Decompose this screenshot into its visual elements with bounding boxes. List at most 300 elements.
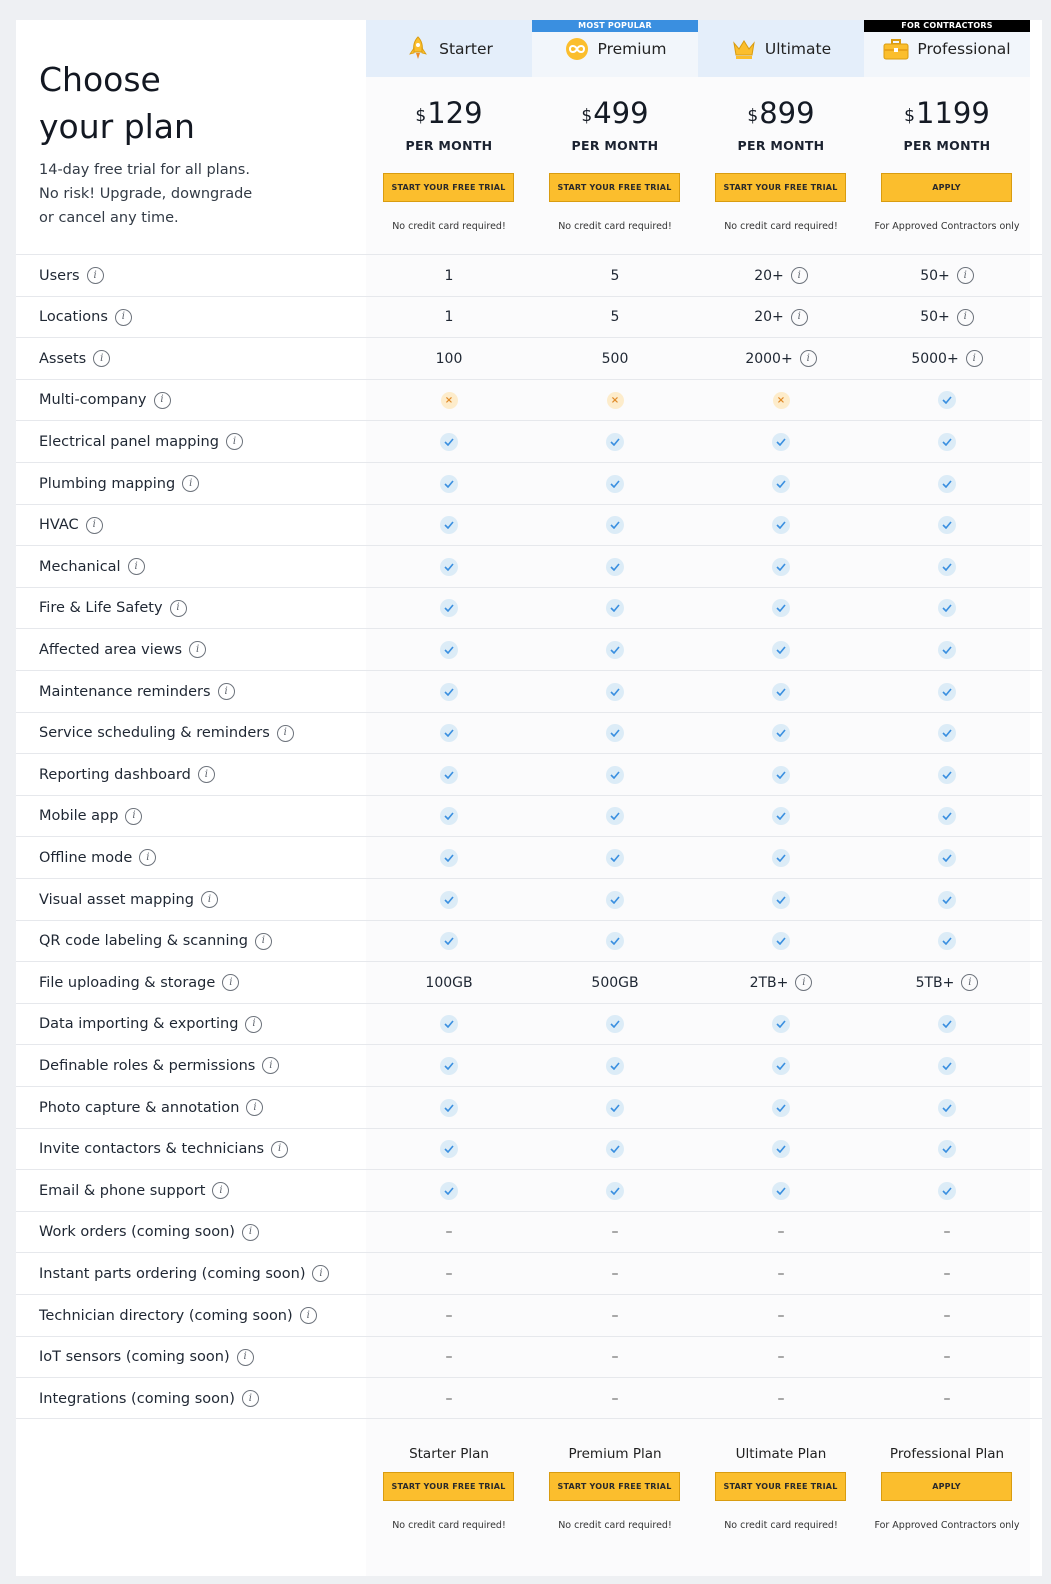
feature-label <box>39 380 171 421</box>
feature-row <box>16 712 1042 754</box>
info-icon[interactable]: i <box>300 1307 317 1324</box>
footer-start-trial-button-premium[interactable]: START YOUR FREE TRIAL <box>549 1472 680 1501</box>
price-value: 499 <box>593 96 649 130</box>
feature-row <box>16 670 1042 712</box>
feature-label <box>39 588 187 629</box>
feature-cell <box>864 713 1030 754</box>
feature-label <box>39 421 243 462</box>
feature-cell <box>366 588 532 629</box>
feature-label <box>39 255 104 296</box>
start-trial-button-premium[interactable]: START YOUR FREE TRIAL <box>549 173 680 202</box>
feature-label-text: Multi-company <box>39 392 147 409</box>
subtitle-line-1: 14-day free trial for all plans. <box>39 162 250 178</box>
feature-cell <box>864 505 1030 546</box>
feature-row <box>16 420 1042 462</box>
plan-name-ultimate: Ultimate <box>764 39 832 58</box>
price-starter <box>366 96 532 130</box>
feature-value: 500GB <box>591 974 639 991</box>
feature-cell <box>698 754 864 795</box>
feature-label-text: Technician directory (coming soon) <box>39 1307 293 1324</box>
feature-cell <box>366 1253 532 1294</box>
feature-row <box>16 961 1042 1003</box>
feature-cell <box>532 546 698 587</box>
plan-header-ultimate <box>698 20 864 77</box>
info-icon[interactable]: i <box>93 350 110 367</box>
price-value: 129 <box>427 96 483 130</box>
feature-row <box>16 753 1042 795</box>
info-icon[interactable]: i <box>198 766 215 783</box>
not-available-dash: – <box>777 1349 785 1366</box>
info-icon[interactable]: i <box>271 1141 288 1158</box>
info-icon[interactable]: i <box>791 309 808 326</box>
cross-icon: × <box>441 392 458 409</box>
feature-cell <box>366 629 532 670</box>
feature-cell <box>532 921 698 962</box>
period-starter: PER MONTH <box>405 138 493 153</box>
feature-label <box>39 1129 288 1170</box>
feature-cell <box>864 1045 1030 1086</box>
feature-cell <box>698 1087 864 1128</box>
feature-cell <box>532 463 698 504</box>
info-icon[interactable]: i <box>791 267 808 284</box>
feature-row <box>16 504 1042 546</box>
check-icon <box>772 641 790 659</box>
price-value: 899 <box>759 96 815 130</box>
info-icon[interactable]: i <box>128 558 145 575</box>
check-icon <box>938 1015 956 1033</box>
feature-cell <box>532 1378 698 1419</box>
feature-cell <box>366 505 532 546</box>
feature-cell <box>366 713 532 754</box>
feature-label <box>39 837 156 878</box>
info-icon[interactable]: i <box>245 1016 262 1033</box>
feature-label-text: Email & phone support <box>39 1182 206 1199</box>
feature-cell <box>864 1129 1030 1170</box>
feature-value: 2000+ <box>745 350 793 367</box>
feature-value: 1 <box>444 267 454 284</box>
info-icon[interactable]: i <box>154 392 171 409</box>
info-icon[interactable]: i <box>237 1349 254 1366</box>
feature-label-text: Maintenance reminders <box>39 683 211 700</box>
info-icon[interactable]: i <box>201 891 218 908</box>
feature-cell <box>532 505 698 546</box>
check-icon <box>938 766 956 784</box>
feature-row <box>16 1044 1042 1086</box>
info-icon[interactable]: i <box>966 350 983 367</box>
feature-cell <box>864 255 1030 296</box>
feature-cell <box>698 463 864 504</box>
feature-cell <box>366 962 532 1003</box>
check-icon <box>440 1099 458 1117</box>
subtitle-line-3: or cancel any time. <box>39 210 179 226</box>
check-icon <box>938 1099 956 1117</box>
check-icon <box>772 1182 790 1200</box>
feature-cell <box>864 879 1030 920</box>
feature-label-text: Instant parts ordering (coming soon) <box>39 1265 306 1282</box>
footer-apply-button-professional[interactable]: APPLY <box>881 1472 1012 1501</box>
feature-label-text: Integrations (coming soon) <box>39 1390 235 1407</box>
feature-row <box>16 920 1042 962</box>
feature-cell <box>698 1378 864 1419</box>
feature-cell <box>698 796 864 837</box>
info-icon[interactable]: i <box>957 267 974 284</box>
check-icon <box>606 641 624 659</box>
feature-label-text: Affected area views <box>39 641 183 658</box>
check-icon <box>440 516 458 534</box>
feature-cell <box>366 463 532 504</box>
feature-cell <box>532 837 698 878</box>
feature-label-text: Users <box>39 267 80 284</box>
feature-cell <box>366 796 532 837</box>
subtitle-line-2: No risk! Upgrade, downgrade <box>39 186 253 202</box>
period-premium: PER MONTH <box>571 138 659 153</box>
feature-label-text: Plumbing mapping <box>39 475 176 492</box>
note-professional: For Approved Contractors only <box>874 221 1020 232</box>
check-icon <box>938 391 956 409</box>
check-icon <box>772 766 790 784</box>
check-icon <box>606 433 624 451</box>
info-icon[interactable]: i <box>189 641 206 658</box>
feature-cell <box>532 671 698 712</box>
footer-note-starter: No credit card required! <box>392 1520 506 1531</box>
feature-label <box>39 962 239 1003</box>
check-icon <box>606 683 624 701</box>
not-available-dash: – <box>943 1307 951 1324</box>
check-icon <box>440 807 458 825</box>
feature-cell <box>532 713 698 754</box>
feature-cell <box>366 1170 532 1211</box>
not-available-dash: – <box>611 1265 619 1282</box>
feature-cell <box>366 1212 532 1253</box>
plan-name-starter: Starter <box>439 39 493 58</box>
check-icon <box>606 724 624 742</box>
note-starter: No credit card required! <box>392 221 506 232</box>
feature-cell <box>366 1378 532 1419</box>
feature-cell <box>864 671 1030 712</box>
feature-row <box>16 836 1042 878</box>
feature-cell <box>366 1295 532 1336</box>
info-icon[interactable]: i <box>212 1182 229 1199</box>
feature-label <box>39 1087 263 1128</box>
feature-cell <box>698 671 864 712</box>
feature-label-text: Fire & Life Safety <box>39 600 163 617</box>
feature-label-text: Mechanical <box>39 558 121 575</box>
feature-row <box>16 1211 1042 1253</box>
footer-plan-name-premium: Premium Plan <box>568 1446 662 1462</box>
feature-cell <box>366 255 532 296</box>
not-available-dash: – <box>445 1390 453 1407</box>
feature-row <box>16 1294 1042 1336</box>
feature-cell <box>864 1004 1030 1045</box>
check-icon <box>440 932 458 950</box>
check-icon <box>606 1099 624 1117</box>
feature-value: 5TB+ <box>915 974 955 991</box>
check-icon <box>440 599 458 617</box>
feature-cell <box>864 421 1030 462</box>
check-icon <box>606 475 624 493</box>
feature-value: 5 <box>610 309 620 326</box>
feature-cell <box>864 796 1030 837</box>
check-icon <box>440 558 458 576</box>
not-available-dash: – <box>611 1390 619 1407</box>
feature-row <box>16 1252 1042 1294</box>
not-available-dash: – <box>445 1265 453 1282</box>
feature-cell <box>864 1337 1030 1378</box>
feature-cell <box>532 754 698 795</box>
feature-label <box>39 1170 229 1211</box>
feature-cell <box>366 837 532 878</box>
infinity-icon <box>564 36 590 62</box>
feature-value: 100 <box>435 350 463 367</box>
feature-row <box>16 1086 1042 1128</box>
info-icon[interactable]: i <box>125 808 142 825</box>
feature-label-text: IoT sensors (coming soon) <box>39 1349 230 1366</box>
feature-label-text: Photo capture & annotation <box>39 1099 240 1116</box>
feature-cell <box>366 1087 532 1128</box>
info-icon[interactable]: i <box>800 350 817 367</box>
feature-cell <box>532 1295 698 1336</box>
check-icon <box>938 641 956 659</box>
not-available-dash: – <box>777 1265 785 1282</box>
cross-icon: × <box>773 392 790 409</box>
check-icon <box>938 932 956 950</box>
check-icon <box>938 475 956 493</box>
info-icon[interactable]: i <box>961 974 978 991</box>
feature-label <box>39 1212 259 1253</box>
feature-cell <box>532 629 698 670</box>
feature-cell <box>698 421 864 462</box>
crown-icon <box>731 36 757 62</box>
not-available-dash: – <box>943 1265 951 1282</box>
feature-cell <box>698 1045 864 1086</box>
check-icon <box>606 1015 624 1033</box>
feature-label-text: Invite contactors & technicians <box>39 1141 265 1158</box>
feature-label-text: Reporting dashboard <box>39 766 191 783</box>
feature-label <box>39 338 110 379</box>
feature-cell <box>532 796 698 837</box>
feature-cell <box>532 879 698 920</box>
feature-label <box>39 1045 279 1086</box>
feature-row <box>16 462 1042 504</box>
check-icon <box>938 516 956 534</box>
check-icon <box>772 1015 790 1033</box>
feature-cell <box>864 546 1030 587</box>
check-icon <box>938 724 956 742</box>
feature-label <box>39 463 199 504</box>
currency-symbol: $ <box>904 106 915 126</box>
feature-label <box>39 713 294 754</box>
feature-label <box>39 671 235 712</box>
info-icon[interactable]: i <box>277 725 294 742</box>
info-icon[interactable]: i <box>957 309 974 326</box>
check-icon <box>440 724 458 742</box>
feature-cell <box>864 754 1030 795</box>
feature-label <box>39 629 206 670</box>
check-icon <box>606 849 624 867</box>
check-icon <box>440 1057 458 1075</box>
footer-plan-name-ultimate: Ultimate Plan <box>735 1446 827 1462</box>
period-ultimate: PER MONTH <box>737 138 825 153</box>
info-icon[interactable]: i <box>242 1224 259 1241</box>
check-icon <box>772 1057 790 1075</box>
feature-cell <box>864 463 1030 504</box>
check-icon <box>938 1182 956 1200</box>
feature-cell <box>532 255 698 296</box>
check-icon <box>440 1140 458 1158</box>
feature-cell <box>864 1295 1030 1336</box>
plan-header-starter <box>366 20 532 77</box>
check-icon <box>772 558 790 576</box>
feature-label <box>39 505 103 546</box>
not-available-dash: – <box>445 1224 453 1241</box>
feature-value: 5 <box>610 267 620 284</box>
feature-cell <box>698 297 864 338</box>
check-icon <box>440 1182 458 1200</box>
footer-divider <box>16 1418 1042 1419</box>
check-icon <box>440 433 458 451</box>
check-icon <box>606 558 624 576</box>
feature-cell <box>864 921 1030 962</box>
feature-value: 100GB <box>425 974 473 991</box>
feature-value: 500 <box>601 350 629 367</box>
title-line-1: Choose <box>39 60 161 99</box>
check-icon <box>772 724 790 742</box>
check-icon <box>440 683 458 701</box>
info-icon[interactable]: i <box>87 267 104 284</box>
check-icon <box>772 599 790 617</box>
feature-cell <box>532 421 698 462</box>
check-icon <box>772 516 790 534</box>
info-icon[interactable]: i <box>312 1265 329 1282</box>
not-available-dash: – <box>611 1349 619 1366</box>
info-icon[interactable]: i <box>218 683 235 700</box>
info-icon[interactable]: i <box>255 933 272 950</box>
feature-cell <box>864 629 1030 670</box>
start-trial-button-ultimate[interactable]: START YOUR FREE TRIAL <box>715 173 846 202</box>
not-available-dash: – <box>611 1307 619 1324</box>
not-available-dash: – <box>445 1349 453 1366</box>
feature-value: 2TB+ <box>749 974 789 991</box>
feature-row <box>16 1169 1042 1211</box>
feature-cell <box>532 1170 698 1211</box>
feature-cell <box>698 380 864 421</box>
footer-plan-name-professional: Professional Plan <box>889 1446 1005 1462</box>
feature-cell <box>698 921 864 962</box>
feature-row <box>16 628 1042 670</box>
footer-note-premium: No credit card required! <box>558 1520 672 1531</box>
info-icon[interactable]: i <box>86 517 103 534</box>
feature-cell <box>864 1170 1030 1211</box>
check-icon <box>606 1057 624 1075</box>
feature-value: 20+ <box>754 309 784 326</box>
info-icon[interactable]: i <box>226 433 243 450</box>
feature-row <box>16 379 1042 421</box>
check-icon <box>772 932 790 950</box>
feature-label-text: Electrical panel mapping <box>39 433 219 450</box>
not-available-dash: – <box>943 1390 951 1407</box>
feature-label-text: Mobile app <box>39 808 119 825</box>
feature-cell <box>366 754 532 795</box>
feature-row <box>16 1336 1042 1378</box>
pricing-table <box>16 20 1042 1576</box>
feature-cell <box>366 546 532 587</box>
not-available-dash: – <box>611 1224 619 1241</box>
feature-cell <box>366 1045 532 1086</box>
feature-label <box>39 921 272 962</box>
info-icon[interactable]: i <box>115 309 132 326</box>
check-icon <box>606 1140 624 1158</box>
feature-row <box>16 1003 1042 1045</box>
feature-cell <box>864 588 1030 629</box>
footer-start-trial-button-starter[interactable]: START YOUR FREE TRIAL <box>383 1472 514 1501</box>
page-subtitle <box>39 158 252 230</box>
feature-label-text: Assets <box>39 350 87 367</box>
info-icon[interactable]: i <box>242 1390 259 1407</box>
currency-symbol: $ <box>415 106 427 126</box>
feature-cell <box>698 1337 864 1378</box>
feature-cell <box>698 588 864 629</box>
feature-row <box>16 587 1042 629</box>
info-icon[interactable]: i <box>182 475 199 492</box>
check-icon <box>938 849 956 867</box>
feature-cell <box>366 421 532 462</box>
rocket-icon <box>405 36 431 62</box>
feature-label <box>39 879 218 920</box>
note-premium: No credit card required! <box>558 221 672 232</box>
title-line-2: your plan <box>39 107 195 146</box>
feature-cell <box>864 297 1030 338</box>
feature-row <box>16 1128 1042 1170</box>
info-icon[interactable]: i <box>795 974 812 991</box>
feature-label-text: QR code labeling & scanning <box>39 933 248 950</box>
feature-label <box>39 297 132 338</box>
info-icon[interactable]: i <box>262 1057 279 1074</box>
check-icon <box>440 766 458 784</box>
feature-row <box>16 795 1042 837</box>
info-icon[interactable]: i <box>170 600 187 617</box>
apply-button-professional[interactable]: APPLY <box>881 173 1012 202</box>
feature-cell <box>698 1253 864 1294</box>
check-icon <box>440 849 458 867</box>
feature-cell <box>366 921 532 962</box>
start-trial-button-starter[interactable]: START YOUR FREE TRIAL <box>383 173 514 202</box>
check-icon <box>938 683 956 701</box>
check-icon <box>440 641 458 659</box>
feature-label-text: Work orders (coming soon) <box>39 1224 235 1241</box>
feature-cell <box>864 837 1030 878</box>
feature-cell <box>366 380 532 421</box>
page-title <box>39 56 195 150</box>
info-icon[interactable]: i <box>139 849 156 866</box>
check-icon <box>606 932 624 950</box>
check-icon <box>772 683 790 701</box>
footer-start-trial-button-ultimate[interactable]: START YOUR FREE TRIAL <box>715 1472 846 1501</box>
feature-row <box>16 337 1042 379</box>
check-icon <box>606 599 624 617</box>
currency-symbol: $ <box>747 106 759 126</box>
feature-cell <box>366 1004 532 1045</box>
most-popular-badge: MOST POPULAR <box>532 20 698 32</box>
feature-cell <box>864 1087 1030 1128</box>
feature-cell <box>698 1212 864 1253</box>
feature-label <box>39 1253 329 1294</box>
feature-value: 50+ <box>920 309 950 326</box>
note-ultimate: No credit card required! <box>724 221 838 232</box>
info-icon[interactable]: i <box>246 1099 263 1116</box>
feature-cell <box>532 1337 698 1378</box>
feature-label <box>39 754 215 795</box>
info-icon[interactable]: i <box>222 974 239 991</box>
